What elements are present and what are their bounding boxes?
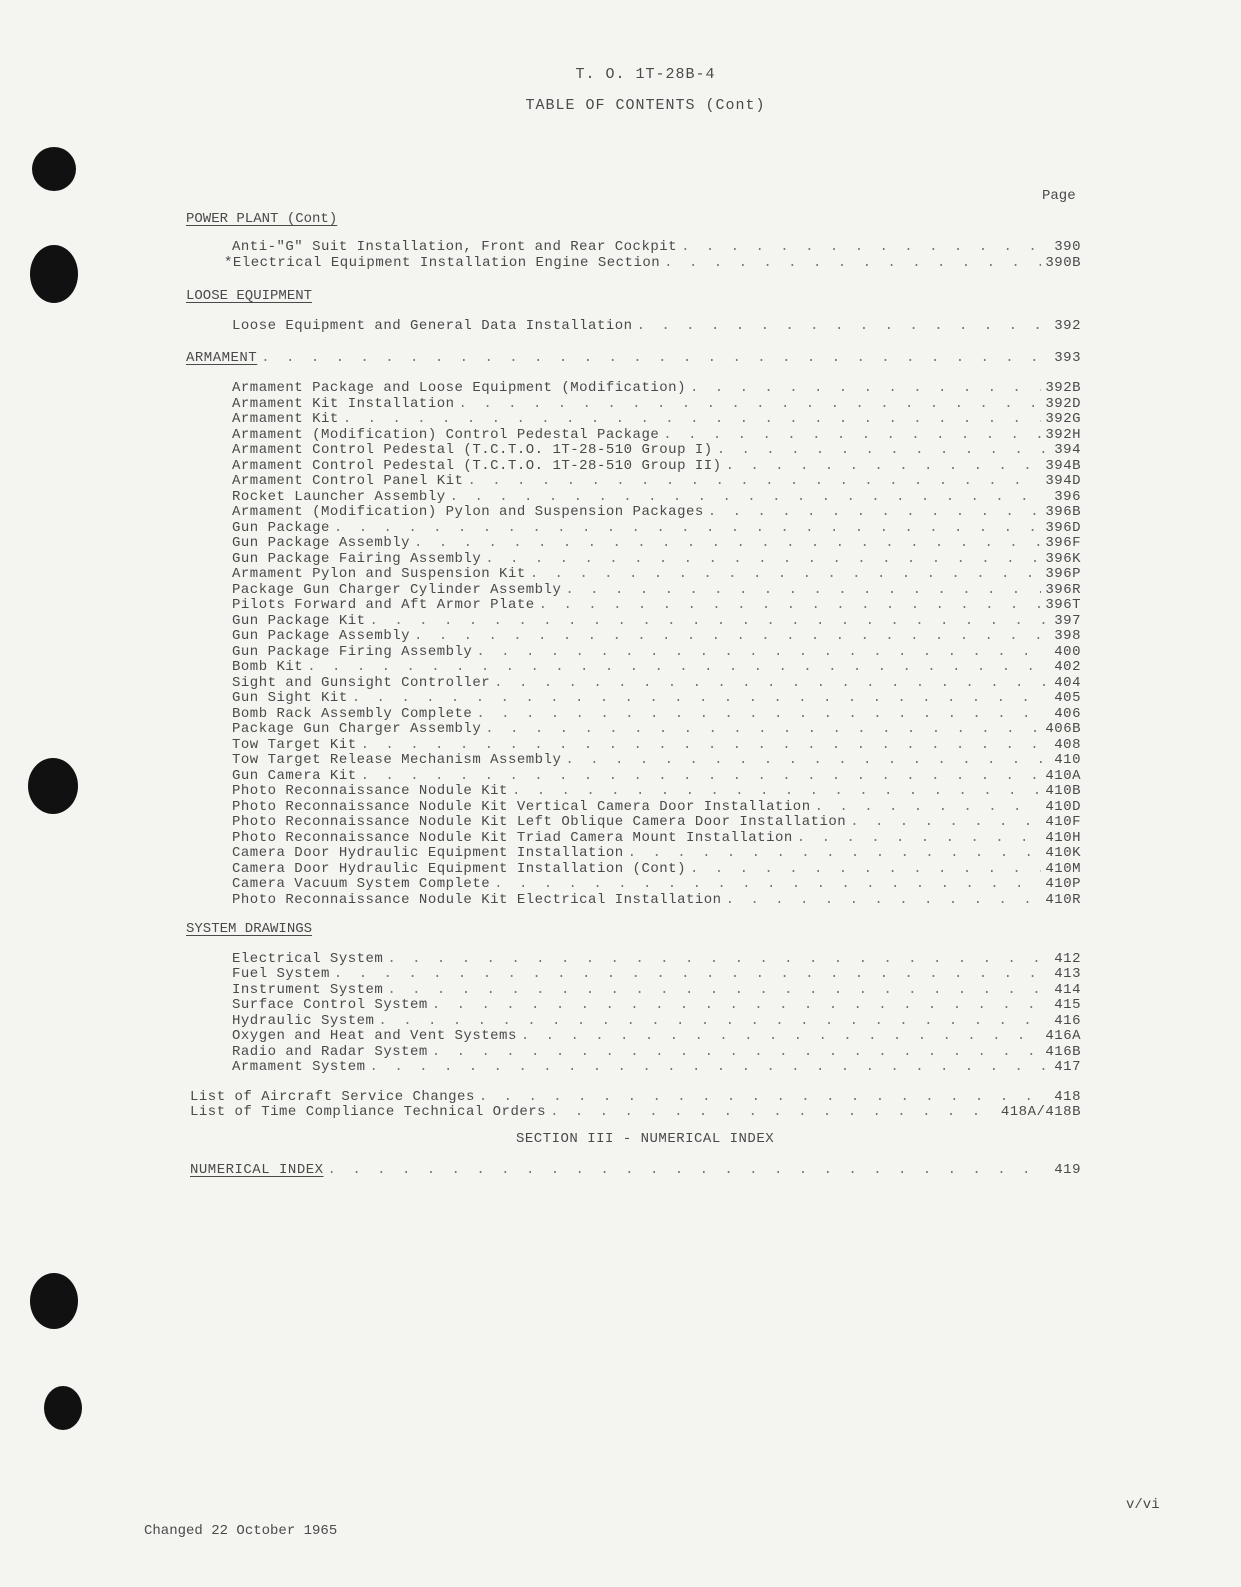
toc-entry [232, 427, 1081, 443]
toc-entry-label: Armament (Modification) Pylon and Suspension Packages [232, 504, 704, 520]
toc-entry [190, 1104, 1081, 1120]
punch-hole-3 [28, 758, 78, 814]
toc-entry-page: 396K [1045, 551, 1081, 567]
toc-entry [232, 396, 1081, 412]
toc-entry-page: 417 [1054, 1059, 1081, 1075]
toc-entry-label: Pilots Forward and Aft Armor Plate [232, 597, 535, 613]
toc-entry-page: 394 [1054, 442, 1081, 458]
toc-entry [232, 489, 1081, 505]
toc-entry-label: Anti-"G" Suit Installation, Front and Rear Cockpit [232, 239, 678, 255]
toc-entry-label: Gun Package [232, 520, 330, 536]
toc-entry-label: Instrument System [232, 982, 384, 998]
toc-entry [232, 597, 1081, 613]
toc-entry [232, 876, 1081, 892]
punch-hole-4 [30, 1273, 78, 1329]
toc-entry [232, 799, 1081, 815]
toc-entry-page: 392D [1045, 396, 1081, 412]
toc-entry [190, 1089, 1081, 1105]
section-title: SECTION III - NUMERICAL INDEX [516, 1131, 775, 1147]
section-heading-armament: ARMAMENT [186, 350, 258, 366]
toc-entry-page: 410A [1045, 768, 1081, 784]
toc-entry-page: 393 [1054, 350, 1081, 366]
toc-entry-label: Electrical System [232, 951, 384, 967]
toc-entry-label: Gun Package Assembly [232, 535, 411, 551]
toc-entry [232, 721, 1081, 737]
toc-entry [232, 442, 1081, 458]
toc-entry [232, 458, 1081, 474]
page-number: v/vi [1126, 1497, 1160, 1513]
page-column-label: Page [1042, 188, 1076, 204]
toc-entry-label: Hydraulic System [232, 1013, 375, 1029]
toc-entry [232, 997, 1081, 1013]
toc-entry-label: Gun Package Kit [232, 613, 366, 629]
toc-entry-page: 396R [1045, 582, 1081, 598]
toc-entry-page: 413 [1054, 966, 1081, 982]
toc-entry-label: Gun Package Assembly [232, 628, 411, 644]
toc-entry [232, 1028, 1081, 1044]
toc-entry-label: Gun Package Fairing Assembly [232, 551, 482, 567]
toc-entry-label: Surface Control System [232, 997, 428, 1013]
toc-entry [232, 752, 1081, 768]
toc-entry-label: Armament Kit [232, 411, 339, 427]
toc-entry-page: 406B [1045, 721, 1081, 737]
toc-entry-label: List of Aircraft Service Changes [190, 1089, 475, 1105]
toc-entry [232, 1044, 1081, 1060]
toc-entry-label: List of Time Compliance Technical Orders [190, 1104, 547, 1120]
toc-entry-page: 410P [1045, 876, 1081, 892]
toc-entry-page: 410R [1045, 892, 1081, 908]
toc-entry-page: 400 [1054, 644, 1081, 660]
toc-entry-label: Camera Door Hydraulic Equipment Installation (Cont) [232, 861, 686, 877]
toc-entry-page: 410 [1054, 752, 1081, 768]
toc-entry [232, 951, 1081, 967]
toc-entry-label: Rocket Launcher Assembly [232, 489, 446, 505]
punch-hole-1 [32, 147, 76, 191]
toc-entry [232, 1059, 1081, 1075]
toc-entry-page: 394D [1045, 473, 1081, 489]
page-title: TABLE OF CONTENTS (Cont) [525, 97, 766, 114]
toc-entry-page: 392G [1045, 411, 1081, 427]
toc-entry-label: Photo Reconnaissance Nodule Kit Vertical Camera Door Installation [232, 799, 811, 815]
toc-entry [232, 768, 1081, 784]
toc-entry-page: 392H [1045, 427, 1081, 443]
toc-entry-page: 410M [1045, 861, 1081, 877]
toc-entry [232, 845, 1081, 861]
toc-entry [232, 783, 1081, 799]
toc-entry-page: 390B [1045, 255, 1081, 271]
toc-entry-page: 408 [1054, 737, 1081, 753]
section-heading-numerical-index: NUMERICAL INDEX [190, 1162, 324, 1178]
toc-entry-page: 396P [1045, 566, 1081, 582]
toc-entry-page: 410K [1045, 845, 1081, 861]
toc-entry-label: Gun Sight Kit [232, 690, 348, 706]
toc-entry [232, 582, 1081, 598]
toc-entry-label: Photo Reconnaissance Nodule Kit Triad Camera Mount Installation [232, 830, 793, 846]
toc-entry [232, 982, 1081, 998]
toc-entry [232, 966, 1081, 982]
toc-entry [232, 706, 1081, 722]
toc-entry-label: Armament Control Pedestal (T.C.T.O. 1T-28-510 Group II) [232, 458, 722, 474]
toc-entry-page: 416 [1054, 1013, 1081, 1029]
toc-entry-label: Fuel System [232, 966, 330, 982]
toc-entry [232, 628, 1081, 644]
toc-entry [232, 613, 1081, 629]
toc-entry-label: Armament Control Panel Kit [232, 473, 464, 489]
punch-hole-5 [44, 1386, 82, 1430]
toc-entry-label: Photo Reconnaissance Nodule Kit [232, 783, 508, 799]
toc-entry-page: 406 [1054, 706, 1081, 722]
toc-entry-page: 396F [1045, 535, 1081, 551]
toc-entry-label: Armament Control Pedestal (T.C.T.O. 1T-28-510 Group I) [232, 442, 713, 458]
toc-entry [232, 318, 1081, 334]
toc-entry-label: Armament Package and Loose Equipment (Modification) [232, 380, 686, 396]
toc-entry-page: 412 [1054, 951, 1081, 967]
toc-entry [224, 255, 1081, 271]
toc-entry-page: 392 [1054, 318, 1081, 334]
toc-entry-label: Camera Door Hydraulic Equipment Installation [232, 845, 624, 861]
toc-entry-page: 410F [1045, 814, 1081, 830]
toc-entry [232, 380, 1081, 396]
section-heading-loose-equipment: LOOSE EQUIPMENT [186, 288, 313, 304]
toc-entry-label: Oxygen and Heat and Vent Systems [232, 1028, 517, 1044]
toc-entry-page: 397 [1054, 613, 1081, 629]
toc-entry-label: Bomb Kit [232, 659, 304, 675]
punch-hole-2 [30, 245, 78, 303]
toc-entry-page: 396B [1045, 504, 1081, 520]
toc-entry [232, 675, 1081, 691]
toc-entry-page: 394B [1045, 458, 1081, 474]
toc-entry-page: 396D [1045, 520, 1081, 536]
toc-section-numerical-index [190, 1162, 1081, 1178]
toc-entry-label: Armament Kit Installation [232, 396, 455, 412]
toc-entry [232, 737, 1081, 753]
toc-entry [232, 830, 1081, 846]
toc-entry [232, 690, 1081, 706]
toc-entry-label: Gun Camera Kit [232, 768, 357, 784]
toc-entry-page: 414 [1054, 982, 1081, 998]
toc-entry-page: 415 [1054, 997, 1081, 1013]
toc-entry-page: 398 [1054, 628, 1081, 644]
toc-entry-label: Radio and Radar System [232, 1044, 428, 1060]
toc-entry-label: Photo Reconnaissance Nodule Kit Left Oblique Camera Door Installation [232, 814, 847, 830]
toc-entry-page: 402 [1054, 659, 1081, 675]
toc-entry [232, 1013, 1081, 1029]
toc-entry-label: Armament Pylon and Suspension Kit [232, 566, 526, 582]
toc-entry-page: 390 [1054, 239, 1081, 255]
toc-entry-page: 419 [1054, 1162, 1081, 1178]
toc-entry-page: 418 [1054, 1089, 1081, 1105]
toc-entry [232, 551, 1081, 567]
toc-entry-page: 404 [1054, 675, 1081, 691]
change-date: Changed 22 October 1965 [144, 1523, 338, 1539]
toc-entry-page: 410B [1045, 783, 1081, 799]
toc-entry-page: 410H [1045, 830, 1081, 846]
document-number: T. O. 1T-28B-4 [575, 66, 716, 83]
toc-entry-label: Gun Package Firing Assembly [232, 644, 473, 660]
toc-entry [232, 411, 1081, 427]
toc-entry-page: 392B [1045, 380, 1081, 396]
toc-entry [232, 239, 1081, 255]
toc-entry-page: 418A/418B [1000, 1104, 1081, 1120]
toc-entry [232, 814, 1081, 830]
toc-entry-label: Armament (Modification) Control Pedestal Package [232, 427, 660, 443]
toc-entry-page: 405 [1054, 690, 1081, 706]
section-heading-power-plant: POWER PLANT (Cont) [186, 211, 338, 227]
toc-entry-page: 416A [1045, 1028, 1081, 1044]
toc-entry-page: 410D [1045, 799, 1081, 815]
toc-entry-page: 396 [1054, 489, 1081, 505]
toc-entry-label: Package Gun Charger Assembly [232, 721, 482, 737]
toc-entry [232, 861, 1081, 877]
toc-entry [232, 520, 1081, 536]
toc-entry [232, 535, 1081, 551]
toc-entry-label: Sight and Gunsight Controller [232, 675, 491, 691]
toc-entry-label: Bomb Rack Assembly Complete [232, 706, 473, 722]
toc-entry [232, 892, 1081, 908]
toc-entry-label: Tow Target Release Mechanism Assembly [232, 752, 562, 768]
toc-entry-label: Package Gun Charger Cylinder Assembly [232, 582, 562, 598]
toc-entry-label: *Electrical Equipment Installation Engine Section [224, 255, 661, 271]
toc-entry-label: Photo Reconnaissance Nodule Kit Electrical Installation [232, 892, 722, 908]
toc-entry [232, 644, 1081, 660]
toc-entry [232, 659, 1081, 675]
toc-entry [232, 504, 1081, 520]
toc-entry [232, 566, 1081, 582]
toc-entry-page: 416B [1045, 1044, 1081, 1060]
toc-entry-page: 396T [1045, 597, 1081, 613]
toc-section-armament [186, 350, 1081, 366]
section-heading-system-drawings: SYSTEM DRAWINGS [186, 921, 313, 937]
toc-entry [232, 473, 1081, 489]
toc-entry-label: Armament System [232, 1059, 366, 1075]
toc-entry-label: Loose Equipment and General Data Installation [232, 318, 633, 334]
toc-entry-label: Camera Vacuum System Complete [232, 876, 491, 892]
toc-entry-label: Tow Target Kit [232, 737, 357, 753]
